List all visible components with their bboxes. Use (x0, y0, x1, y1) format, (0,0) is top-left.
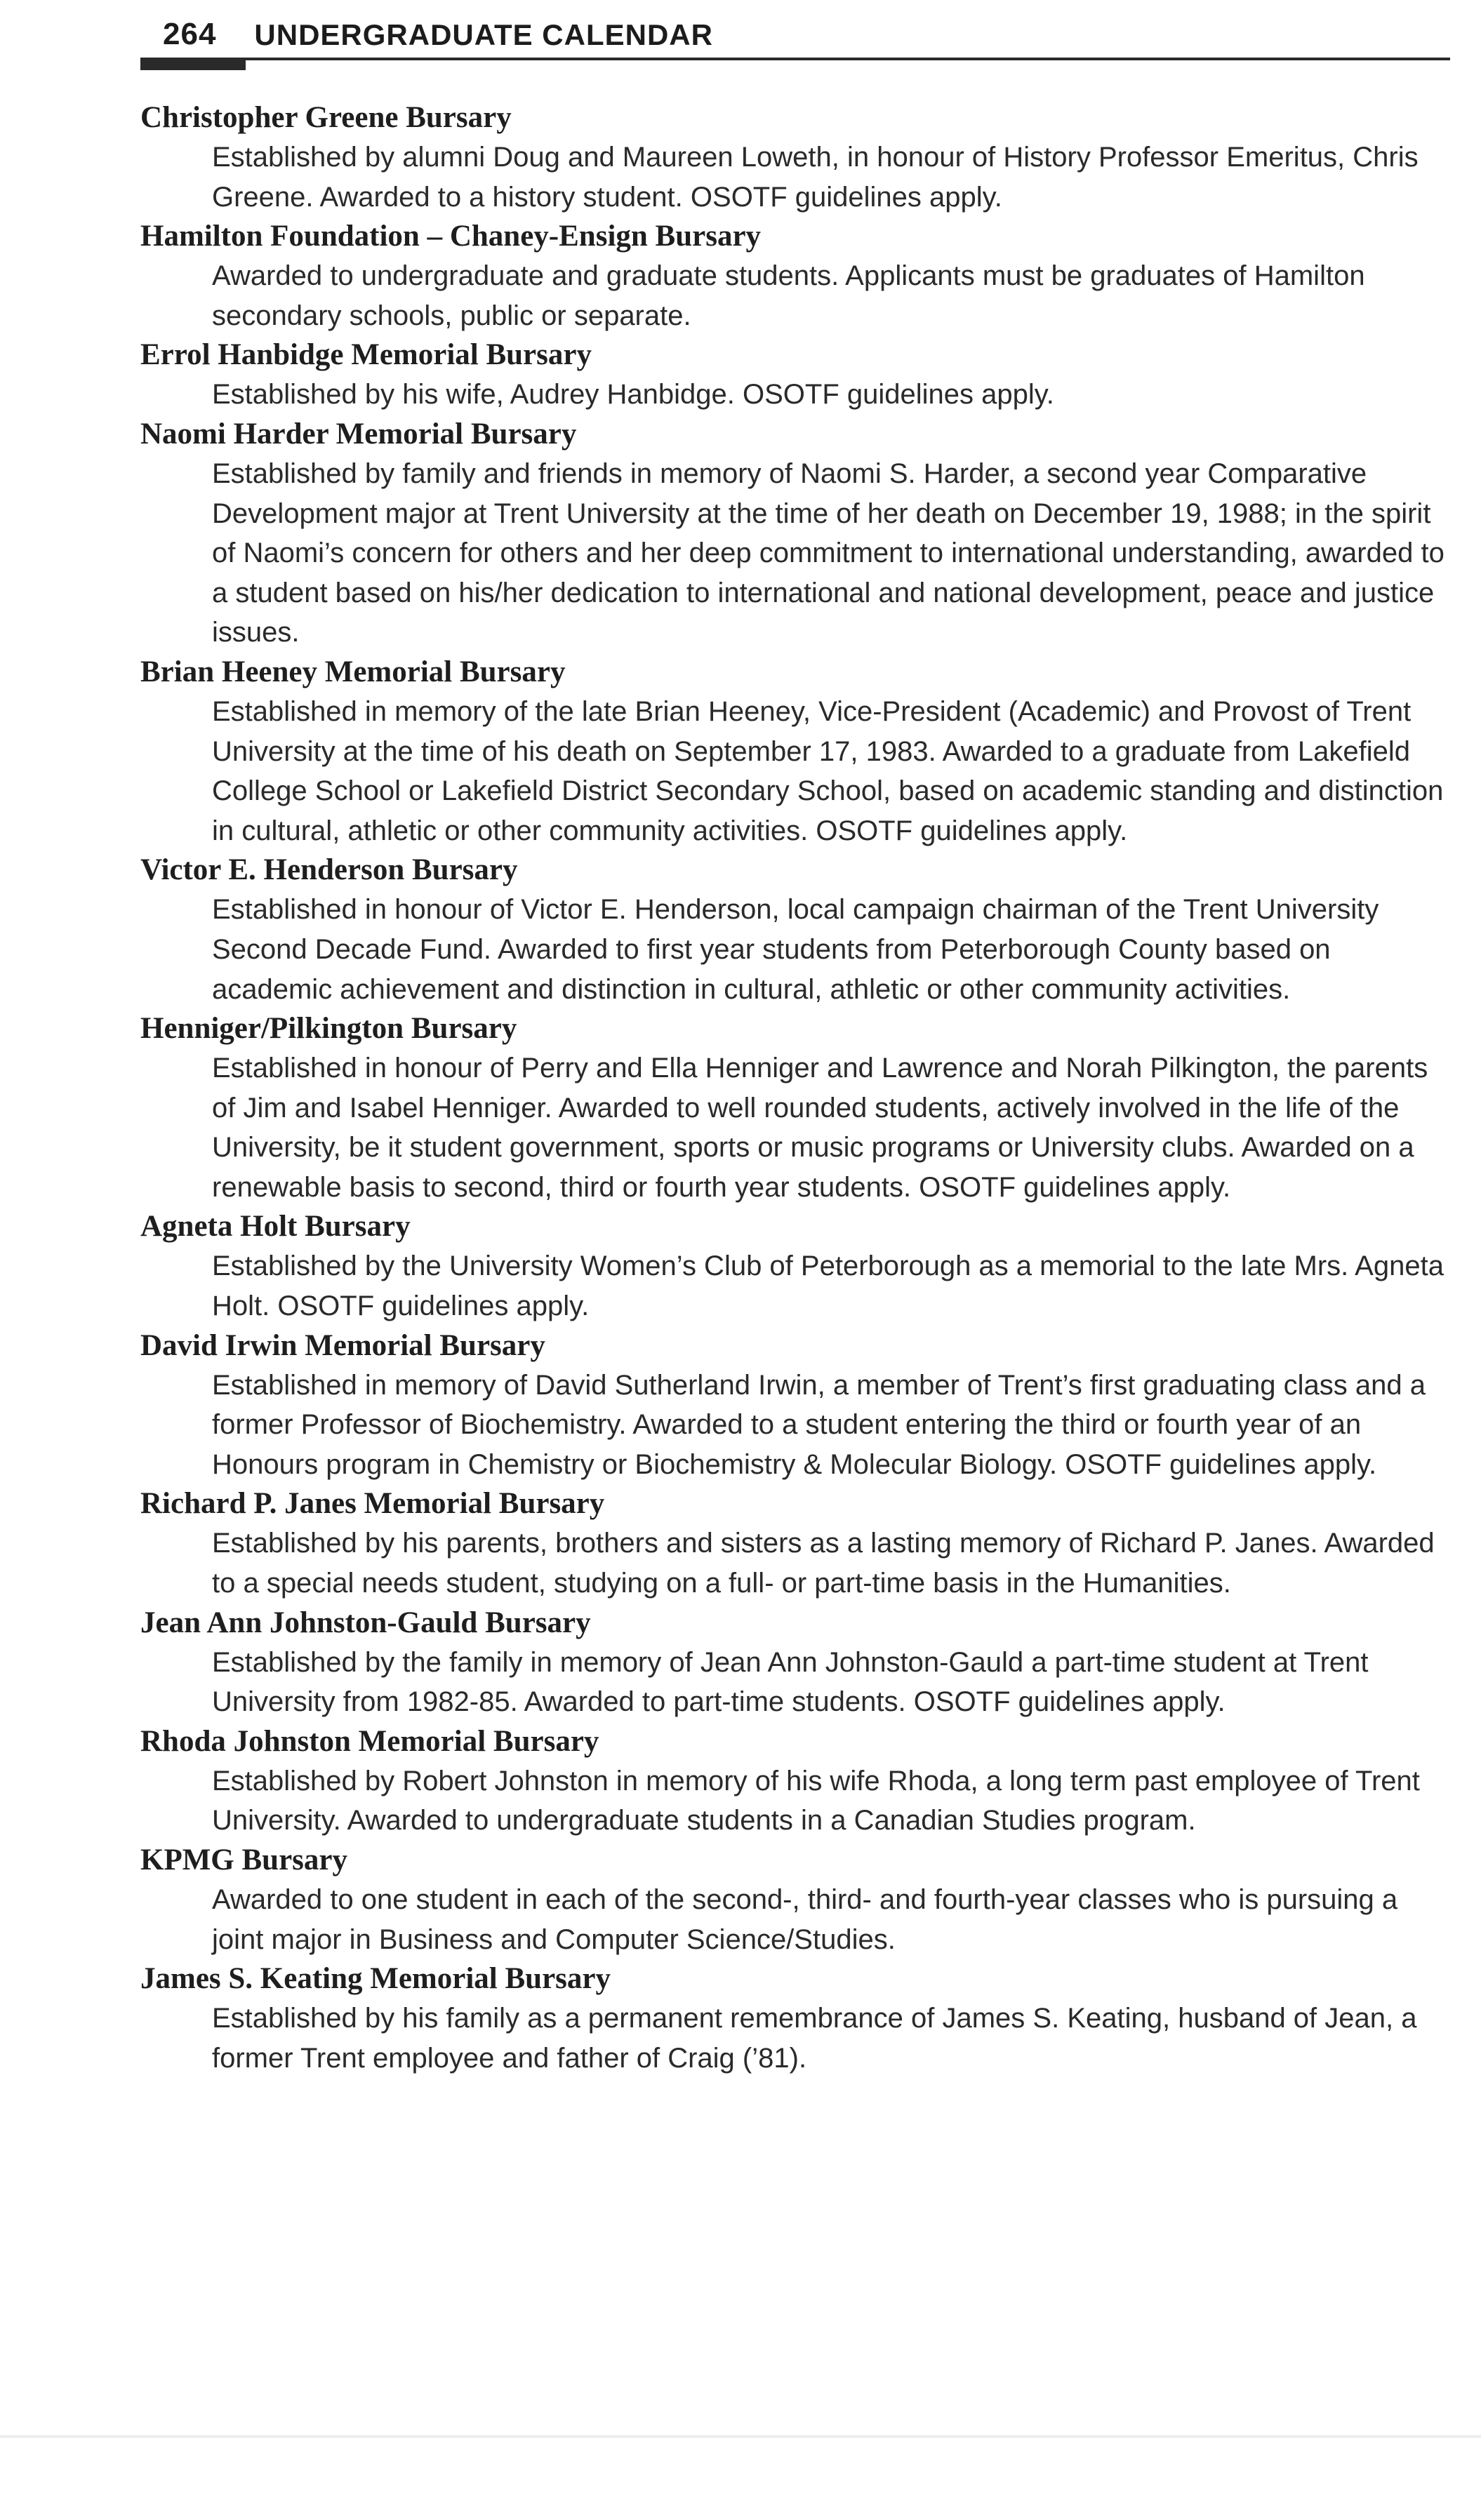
bursary-name: Jean Ann Johnston-Gauld Bursary (140, 1606, 591, 1639)
bursary-description: Established by family and friends in memory of Naomi S. Harder, a second year Comparative Development major at Trent University at the time of her death on December 19, 1988; in the spirit of Naomi’s concern for others and her deep commitment to international understanding, awarded to a student based on his/her dedication to international and national development, peace and justice issues. (212, 458, 1445, 648)
bursary-entry (140, 653, 1450, 851)
bursary-name: Rhoda Johnston Memorial Bursary (140, 1724, 599, 1758)
bursary-entry (140, 98, 1450, 217)
bursary-description: Established by his family as a permanent remembrance of James S. Keating, husband of Jean, a former Trent employee and father of Craig (’81). (212, 2003, 1417, 2074)
header-rule-accent (140, 58, 246, 70)
bursary-description: Established by his parents, brothers and sisters as a lasting memory of Richard P. Janes. Awarded to a special needs student, studying on a full- or part-time basis in the Humanities. (212, 1528, 1435, 1599)
header-rule (140, 58, 1450, 60)
bursary-name: Henniger/Pilkington Bursary (140, 1012, 517, 1046)
bursary-name: James S. Keating Memorial Bursary (140, 1962, 611, 1996)
bursary-description: Awarded to one student in each of the second-, third- and fourth-year classes who is pursuing a joint major in Business and Computer Science/Studies. (212, 1884, 1398, 1955)
bursary-name: Christopher Greene Bursary (140, 101, 512, 134)
bursary-entry (140, 335, 1450, 415)
bursary-description: Established in memory of the late Brian Heeney, Vice-President (Academic) and Provost of Trent University at the time of his death on September 17, 1983. Awarded to a graduate from Lakefield College School or Lakefield District Secondary School, based on academic standing and distinction in cultural, athletic or other community activities. OSOTF guidelines apply. (212, 695, 1444, 846)
bursary-name: David Irwin Memorial Bursary (140, 1328, 545, 1362)
bursary-entry (140, 1009, 1450, 1207)
page-bottom-edge (0, 2435, 1481, 2438)
bursary-name: Richard P. Janes Memorial Bursary (140, 1487, 605, 1521)
bursary-name: Brian Heeney Memorial Bursary (140, 655, 566, 688)
bursary-name: Victor E. Henderson Bursary (140, 853, 518, 887)
bursary-description: Established by the family in memory of Jean Ann Johnston-Gauld a part-time student at Trent University from 1982-85. Awarded to part-time students. OSOTF guidelines apply. (212, 1646, 1369, 1718)
header-title: UNDERGRADUATE CALENDAR (254, 18, 713, 51)
page-number: 264 (163, 17, 217, 51)
bursary-entry (140, 851, 1450, 1009)
bursary-description: Established by Robert Johnston in memory of his wife Rhoda, a long term past employee of Trent University. Awarded to undergraduate students in a Canadian Studies program. (212, 1765, 1420, 1836)
bursary-entry (140, 415, 1450, 653)
bursary-description: Established in honour of Perry and Ella Henniger and Lawrence and Norah Pilkington, the parents of Jim and Isabel Henniger. Awarded to well rounded students, actively involved in the life of the University, be it student government, sports or music programs or University clubs. Awarded on a renewable basis to second, third or fourth year students. OSOTF guidelines apply. (212, 1053, 1428, 1203)
bursary-list (140, 98, 1450, 2078)
bursary-name: Errol Hanbidge Memorial Bursary (140, 338, 592, 372)
bursary-entry (140, 217, 1450, 335)
bursary-entry (140, 1326, 1450, 1485)
bursary-entry (140, 1604, 1450, 1722)
bursary-description: Established in memory of David Sutherland Irwin, a member of Trent’s first graduating class and a former Professor of Biochemistry. Awarded to a student entering the third or fourth year of an Honours program in Chemistry or Biochemistry & Molecular Biology. OSOTF guidelines apply. (212, 1369, 1426, 1480)
bursary-description: Established by alumni Doug and Maureen Loweth, in honour of History Professor Emeritus, Chris Greene. Awarded to a history student. OSOTF guidelines apply. (212, 142, 1419, 213)
bursary-name: Agneta Holt Bursary (140, 1210, 411, 1244)
bursary-name: KPMG Bursary (140, 1844, 347, 1876)
bursary-name: Hamilton Foundation – Chaney-Ensign Bursary (140, 220, 762, 253)
bursary-entry (140, 1722, 1450, 1841)
bursary-description: Established by the University Women’s Club of Peterborough as a memorial to the late Mrs. Agneta Holt. OSOTF guidelines apply. (212, 1251, 1444, 1322)
bursary-entry (140, 1959, 1450, 2078)
bursary-name: Naomi Harder Memorial Bursary (140, 417, 577, 451)
running-head (163, 3, 713, 52)
bursary-description: Awarded to undergraduate and graduate students. Applicants must be graduates of Hamilton secondary schools, public or separate. (212, 260, 1365, 331)
bursary-entry (140, 1841, 1450, 1959)
bursary-entry (140, 1207, 1450, 1326)
bursary-description: Established in honour of Victor E. Henderson, local campaign chairman of the Trent University Second Decade Fund. Awarded to first year students from Peterborough County based on academic achievement and distinction in cultural, athletic or other community activities. (212, 894, 1379, 1005)
bursary-description: Established by his wife, Audrey Hanbidge. OSOTF guidelines apply. (212, 379, 1054, 411)
bursary-entry (140, 1484, 1450, 1603)
